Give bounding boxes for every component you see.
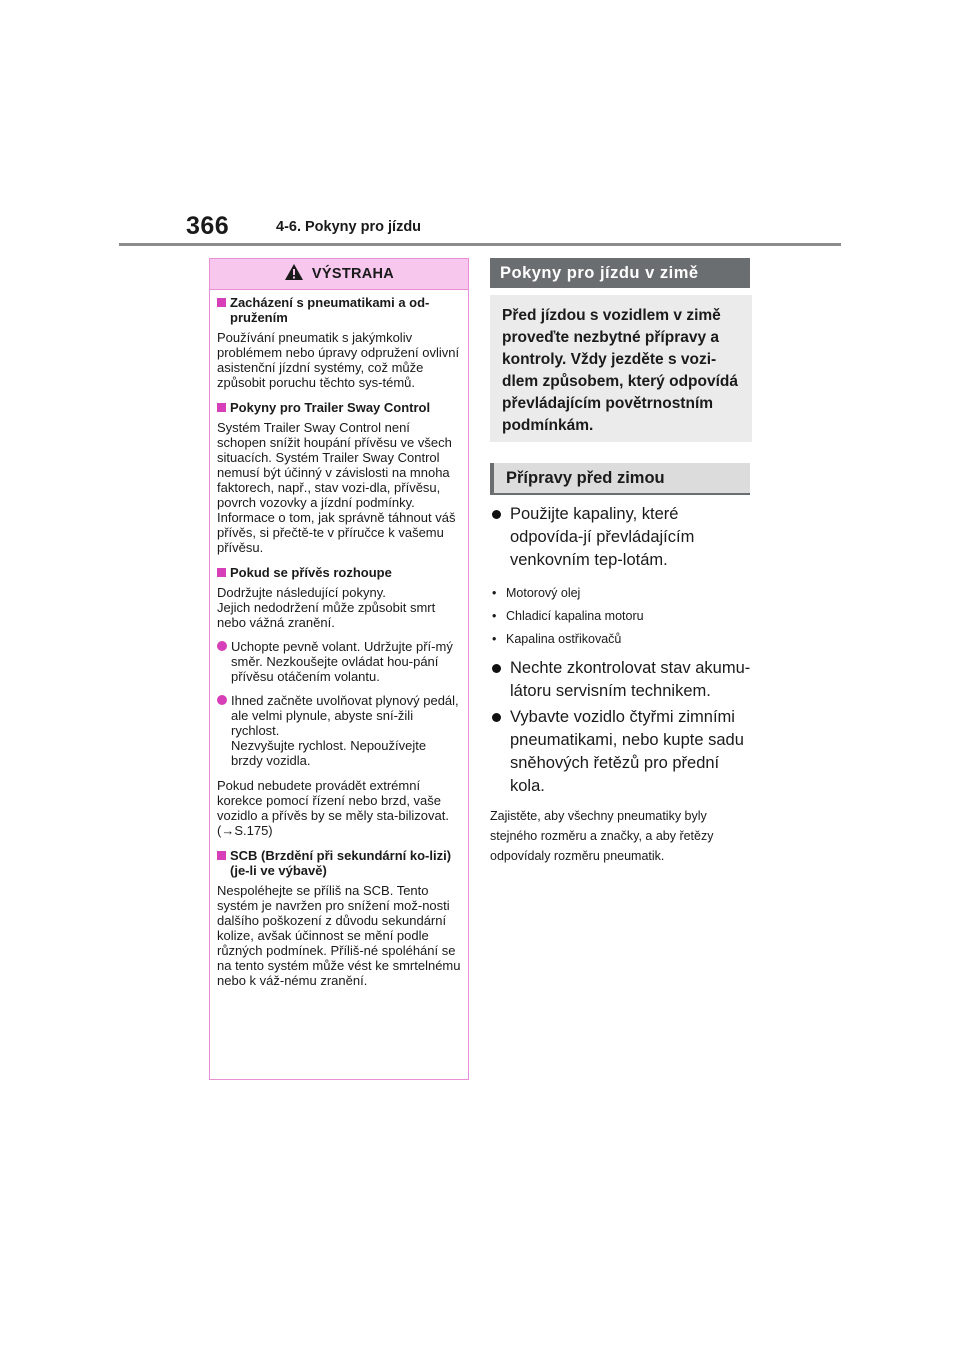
winter-content	[490, 503, 752, 866]
warning-heading: SCB (Brzdění při sekundární ko-lizi) (je-li ve výbavě)	[217, 848, 461, 878]
section-title: 4-6. Pokyny pro jízdu	[276, 219, 422, 235]
warning-paragraph: Dodržujte následující pokyny. Jejich nedodržení může způsobit smrt nebo vážná zranění.	[217, 585, 436, 630]
square-bullet-icon	[217, 568, 226, 577]
warning-paragraph: Pokud nebudete provádět extrémní korekce pomocí řízení nebo brzd, vaše vozidlo a přívěs by se měly sta-bilizovat. (→S.175)	[217, 778, 449, 838]
note-text: Zajistěte, aby všechny pneumatiky byly stejného rozměru a značky, a aby řetězy odpovídaly rozměru pneumatik.	[490, 809, 714, 863]
list-item: Použijte kapaliny, které odpovída-jí převládajícím venkovním tep-lotám.	[490, 503, 752, 572]
square-bullet-icon	[217, 851, 226, 860]
warning-heading: Pokud se přívěs rozhoupe	[217, 565, 461, 580]
fluid-list	[490, 582, 752, 651]
warning-bullet: Ihned začněte uvolňovat plynový pedál, ale velmi plynule, abyste sní-žili rychlost. Nezvyšujte rychlost. Nepoužívejte brzdy vozidla.	[217, 693, 461, 768]
warning-paragraph: Nespoléhejte se příliš na SCB. Tento systém je navržen pro snížení mož-nosti dalšího poškození z důvodu sekundární kolize, avšak účinnost se mění podle různých podmínek. Příliš-né spoléhání se na tento systém může vést ke smrtelnému nebo k váž-nému zranění.	[217, 883, 461, 988]
warning-heading: Zacházení s pneumatikami a od-pružením	[217, 295, 461, 325]
list-item: Vybavte vozidlo čtyřmi zimními pneumatikami, nebo kupte sadu sněhových řetězů pro přední kola.	[490, 706, 752, 798]
round-bullet-icon	[492, 510, 501, 519]
square-bullet-icon	[217, 298, 226, 307]
warning-heading: Pokyny pro Trailer Sway Control	[217, 400, 461, 415]
subheading: Přípravy před zimou	[490, 463, 750, 495]
warning-header	[210, 259, 468, 290]
warning-body	[210, 290, 468, 988]
list-item: • Motorový olej	[492, 586, 581, 600]
round-bullet-icon	[217, 695, 227, 705]
warning-title: VÝSTRAHA	[311, 266, 395, 282]
winter-banner: Pokyny pro jízdu v zimě	[490, 258, 750, 288]
round-bullet-icon	[492, 664, 501, 673]
list-item: Nechte zkontrolovat stav akumu-látoru servisním technikem.	[490, 657, 752, 703]
warning-paragraph: Systém Trailer Sway Control není schopen snížit houpání přívěsu ve všech situacích. Systém Trailer Sway Control nemusí být účinný v závislosti na mnoha faktorech, např., stav vozi-dla, přívěsu, povrch vozovky a jízdní podmínky. Informace o tom, jak správně táhnout váš přívěs, si přečtě-te v příručce k vašemu přívěsu.	[217, 420, 456, 555]
round-bullet-icon	[217, 641, 227, 651]
warning-triangle-icon	[284, 263, 304, 286]
header-rule	[119, 243, 841, 246]
list-item: • Kapalina ostřikovačů	[492, 632, 622, 646]
warning-paragraph: Používání pneumatik s jakýmkoliv problémem nebo úpravy odpružení ovlivní asistenční jízdní systémy, což může způsobit poruchu těchto sys-témů.	[217, 330, 460, 390]
intro-box: Před jízdou s vozidlem v zimě proveďte nezbytné přípravy a kontroly. Vždy jezděte s vozi-dlem způsobem, který odpovídá převládajícím povětrnostním podmínkám.	[490, 295, 752, 442]
warning-box	[209, 258, 469, 1080]
warning-bullet: Uchopte pevně volant. Udržujte pří-mý směr. Nezkoušejte ovládat hou-pání přívěsu otáčením volantu.	[217, 639, 461, 684]
page-number: 366	[186, 212, 230, 240]
list-item: • Chladicí kapalina motoru	[492, 609, 644, 623]
square-bullet-icon	[217, 403, 226, 412]
round-bullet-icon	[492, 713, 501, 722]
